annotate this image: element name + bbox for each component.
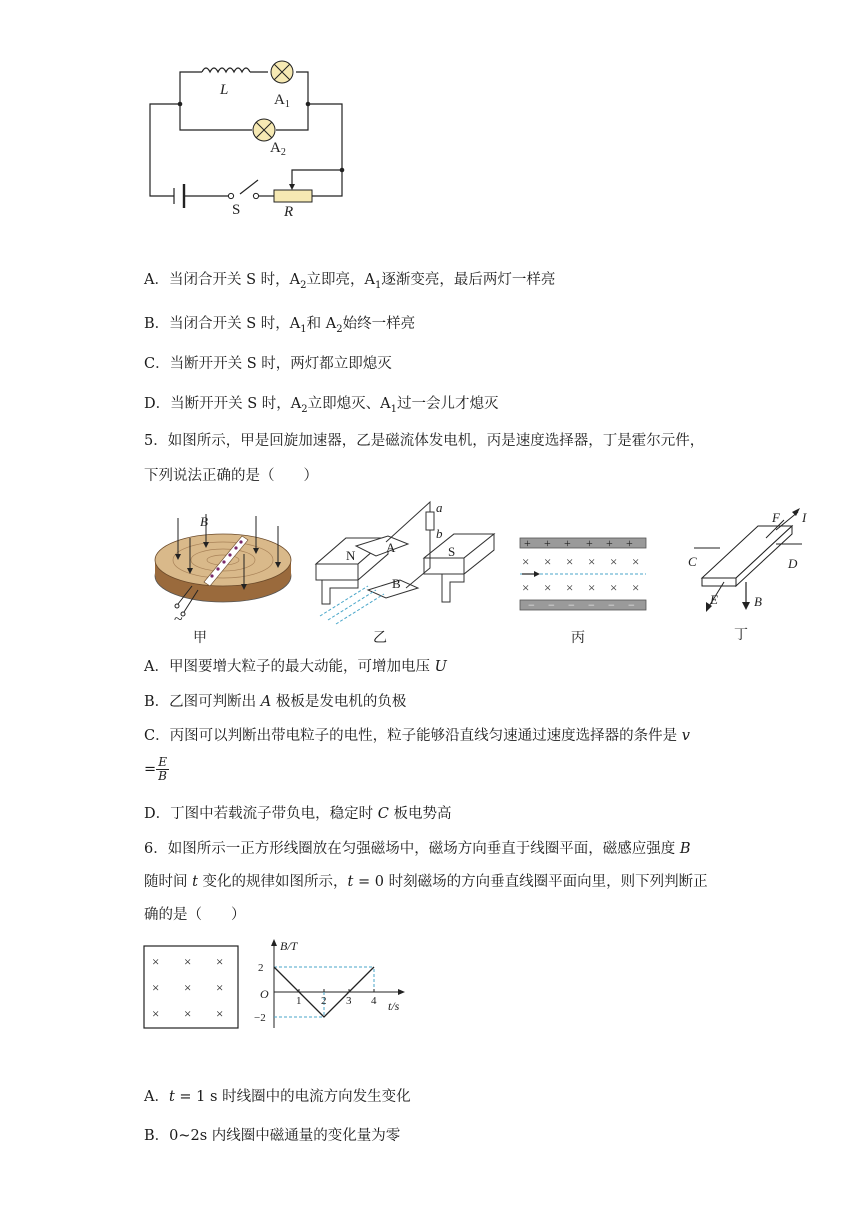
label-e: E: [710, 592, 718, 607]
circuit-label-R: R: [284, 204, 294, 220]
caption-yi: 乙: [373, 631, 387, 646]
q6-option-a: A．t = 1 s 时线圈中的电流方向发生变化: [144, 1089, 411, 1105]
x-axis-label: t/s: [388, 999, 400, 1013]
plus-sign: +: [524, 536, 531, 550]
svg-text:A2: [270, 140, 286, 158]
label-c: C: [688, 554, 697, 569]
field-cross: ×: [184, 954, 192, 969]
field-cross: ×: [588, 554, 596, 569]
figure-mhd-generator: [308, 498, 500, 626]
circuit-diagram: [140, 60, 360, 220]
field-cross: ×: [588, 580, 596, 595]
minus-sign: −: [528, 598, 535, 612]
field-cross: ×: [632, 554, 640, 569]
figure-hall-element: [680, 498, 814, 618]
q5-option-b: B．乙图可判断出 A 极板是发电机的负极: [144, 694, 407, 710]
label-i: I: [802, 510, 807, 525]
caption-bing: 丙: [571, 631, 585, 646]
field-cross: ×: [522, 580, 530, 595]
field-cross: ×: [152, 1006, 160, 1021]
field-cross: ×: [566, 554, 574, 569]
field-cross: ×: [152, 980, 160, 995]
minus-sign: −: [568, 598, 575, 612]
caption-ding: 丁: [734, 628, 748, 643]
minus-sign: −: [628, 598, 635, 612]
plus-sign: +: [544, 536, 551, 550]
q4-option-c: C．当断开开关 S 时，两灯都立即熄灭: [144, 356, 392, 372]
q5-option-c: C．丙图可以判断出带电粒子的电性，粒子能够沿直线匀速通过速度选择器的条件是 v: [144, 728, 690, 744]
plus-sign: +: [586, 536, 593, 550]
field-cross: ×: [544, 580, 552, 595]
label-terminal-a: a: [436, 500, 443, 515]
origin-label: O: [260, 987, 269, 1001]
label-s-pole: S: [448, 544, 456, 559]
q6-stem-line3: 确的是（ ）: [144, 907, 246, 923]
field-cross: ×: [566, 580, 574, 595]
label-d: D: [788, 556, 798, 571]
field-cross: ×: [216, 954, 224, 969]
label-ac-source: ~: [174, 611, 183, 628]
minus-sign: −: [548, 598, 555, 612]
label-plate-b: B: [392, 576, 401, 591]
fraction-denominator: B: [158, 769, 167, 783]
q5-stem-line2: 下列说法正确的是（ ）: [144, 468, 318, 484]
q4-option-b: B．当闭合开关 S 时，$A_1$和 $A_2$始终一样亮: [144, 316, 416, 335]
fraction-numerator: E: [156, 756, 169, 770]
circuit-label-A1-sub: 1: [284, 99, 290, 110]
label-terminal-b: b: [436, 526, 443, 541]
circuit-label-A2-sub: 2: [280, 147, 286, 158]
field-cross: ×: [632, 580, 640, 595]
minus-sign: −: [608, 598, 615, 612]
label-n-pole: N: [346, 548, 356, 563]
plus-sign: +: [626, 536, 633, 550]
svg-text:A1: [274, 92, 290, 110]
y-tick-label: −2: [254, 1012, 266, 1024]
field-cross: ×: [184, 980, 192, 995]
caption-jia: 甲: [193, 631, 207, 646]
y-tick-label: 2: [258, 962, 264, 974]
label-b-hall: B: [754, 594, 762, 609]
circuit-label-S: S: [232, 202, 241, 218]
field-cross: ×: [184, 1006, 192, 1021]
q6-stem-line1: 6．如图所示一正方形线圈放在匀强磁场中，磁场方向垂直于线圈平面，磁感应强度 B: [144, 841, 691, 857]
field-cross: ×: [544, 554, 552, 569]
field-cross: ×: [610, 554, 618, 569]
minus-sign: −: [588, 598, 595, 612]
label-b-cyclotron: B: [200, 514, 208, 529]
x-tick-label: 1: [296, 995, 302, 1007]
plus-sign: +: [606, 536, 613, 550]
q6-option-b: B．0~2s 内线圈中磁通量的变化量为零: [144, 1128, 401, 1144]
field-cross: ×: [522, 554, 530, 569]
label-plate-a: A: [386, 540, 396, 555]
q6-stem-line2: 随时间 t 变化的规律如图所示，t = 0 时刻磁场的方向垂直线圈平面向里，则下列判断正: [144, 874, 708, 890]
figure-cyclotron: [148, 498, 298, 630]
bt-chart: [254, 936, 414, 1036]
x-tick-label: 2: [321, 995, 327, 1007]
q5-option-d: D．丁图中若载流子带负电，稳定时 C 板电势高: [144, 806, 452, 822]
q5-option-c-formula: = $\frac{E}{B}$: [144, 755, 167, 783]
q4-option-a: A．当闭合开关 S 时，$A_2$立即亮，$A_1$逐渐变亮，最后两灯一样亮: [144, 272, 556, 291]
plus-sign: +: [564, 536, 571, 550]
field-cross: ×: [152, 954, 160, 969]
figure-velocity-selector: [514, 532, 654, 616]
q5-stem-line1: 5．如图所示，甲是回旋加速器，乙是磁流体发电机，丙是速度选择器，丁是霍尔元件，: [144, 433, 705, 449]
field-cross: ×: [216, 1006, 224, 1021]
field-cross: ×: [216, 980, 224, 995]
x-tick-label: 4: [371, 995, 377, 1007]
circuit-label-A1: A: [274, 92, 285, 108]
label-f: F: [772, 510, 780, 525]
y-axis-label: B/T: [280, 939, 298, 953]
figure-coil: [142, 944, 242, 1032]
circuit-label-A2: A: [270, 140, 281, 156]
q4-option-d: D．当断开开关 S 时，$A_2$立即熄灭、$A_1$过一会儿才熄灭: [144, 396, 499, 415]
x-tick-label: 3: [346, 995, 352, 1007]
field-cross: ×: [610, 580, 618, 595]
circuit-label-L: L: [220, 82, 229, 98]
q5-option-a: A．甲图要增大粒子的最大动能，可增加电压 U: [144, 659, 447, 675]
